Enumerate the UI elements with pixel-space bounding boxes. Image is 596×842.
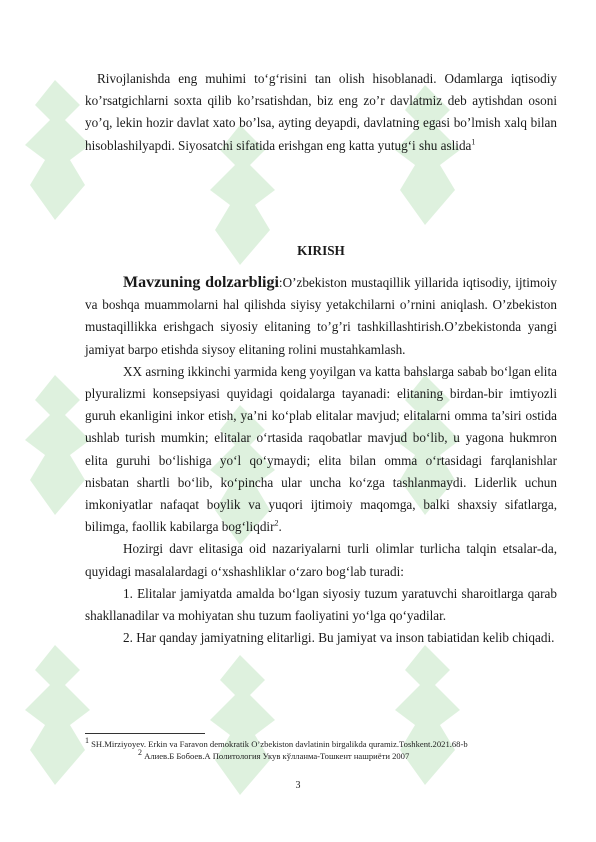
- paragraph-modern-theories: Hozirgi davr elitasiga oid nazariyalarni turli olimlar turlicha talqin etsalar-da, quyidagi masalalardagi o‘xshashliklar o‘zaro bog‘lab turadi:: [85, 541, 557, 579]
- paragraph-relevance: [85, 272, 557, 361]
- page-number: 3: [295, 780, 301, 791]
- footnote-divider: [85, 733, 205, 734]
- paragraph-point-2: 2. Har qanday jamiyatning elitarligi. Bu jamiyat va inson tabiatidan kelib chiqadi.: [123, 630, 555, 646]
- watermark-dollar-leaf-icon: [10, 640, 100, 790]
- watermark-dollar-leaf-icon: [195, 650, 285, 800]
- body-text-block: [85, 272, 557, 649]
- top-paragraph-block: [85, 68, 557, 157]
- footnote-1-text: SH.Mirziyoyev. Erkin va Faravon demokratik O’zbekiston davlatinin birgalikda quramiz.Toshkent.2021.68-b: [89, 739, 468, 749]
- footnote-ref-2: 2: [274, 518, 279, 528]
- watermark-dollar-leaf-icon: [380, 640, 470, 790]
- footnote-ref-1: 1: [471, 137, 476, 147]
- footnote-1: [85, 736, 565, 750]
- section-heading: KIRISH: [297, 243, 345, 258]
- paragraph-point-1: 1. Elitalar jamiyatda amalda bo‘lgan siyosiy tuzum yaratuvchi sharoitlarga qarab shakllanadilar va mohiyatan shu tuzum faoliyatini yo‘lga qo‘yadilar.: [85, 585, 557, 624]
- top-paragraph: [85, 68, 557, 157]
- paragraph-elite-pluralism: [85, 361, 557, 539]
- footnote-2-text: Алиев.Б Бобоев.А Политология Укув кўлланма-Тошкент нашриёти 2007: [142, 751, 410, 761]
- paragraph-relevance-text: :O’zbekiston mustaqillik yillarida iqtisodiy, ijtimoiy va boshqa muammolarni hal qilishda siyisy yetakchilarni o’rnini aniqlash. O’zbekiston mustaqillikka erishgach siyosiy elitaning to’g’ri tashkillashtirish.O’zbekistonda yangi jamiyat barpo etishda siysoy elitaning rolini mustahkamlash.: [85, 275, 557, 357]
- lead-phrase: Mavzuning dolzarbligi: [123, 274, 279, 291]
- paragraph-end-mark: .: [278, 519, 282, 535]
- top-paragraph-text: Rivojlanishda eng muhimi to‘g‘risini tan olish hisoblanadi. Odamlarga iqtisodiy ko’rsatgichlarni soxta qilib ko’rsatishdan, biz eng zo’r davlatmiz deb aytishdan osoni yo’q, lekin hozir davlat xato bo’lsa, ayting deyapdi, davlatning egasi bo’lmish xalq bilan hisoblashilyapdi. Siyosatchi sifatida erishgan eng katta yutug‘i shu aslida: [85, 71, 557, 153]
- paragraph-elite-pluralism-text: XX asrning ikkinchi yarmida keng yoyilgan va katta bahslarga sabab bo‘lgan elita plyuralizmi konsepsiyasi quyidagi qoidalarga tayanadi: elitaning birdan-bir imtiyozli guruh ekanligini inkor etish, ya’ni ko‘plab elitalar mavjud; elitalarni omma ta’siri ostida ushlab turish mumkin; elitalar o‘rtasida raqobatlar mavjud bo‘lib, u yagona hukmron elita guruhi bo‘lishiga yo‘l qo‘ymaydi; elita bilan omma o‘rtasidagi farqlanishlar nisbatan shartli bo‘lib, ko‘pincha ular uncha ko‘zga tashlanmaydi. Liderlik uchun imkoniyatlar nafaqat boylik va yuqori ijtimoiy maqomga, balki shaxsiy sifatlarga, bilimga, faollik kabilarga bog‘liqdir: [85, 363, 557, 535]
- footnote-2: [138, 748, 558, 762]
- footnote-2-mark: 2: [138, 748, 142, 758]
- footnote-1-mark: 1: [85, 736, 89, 746]
